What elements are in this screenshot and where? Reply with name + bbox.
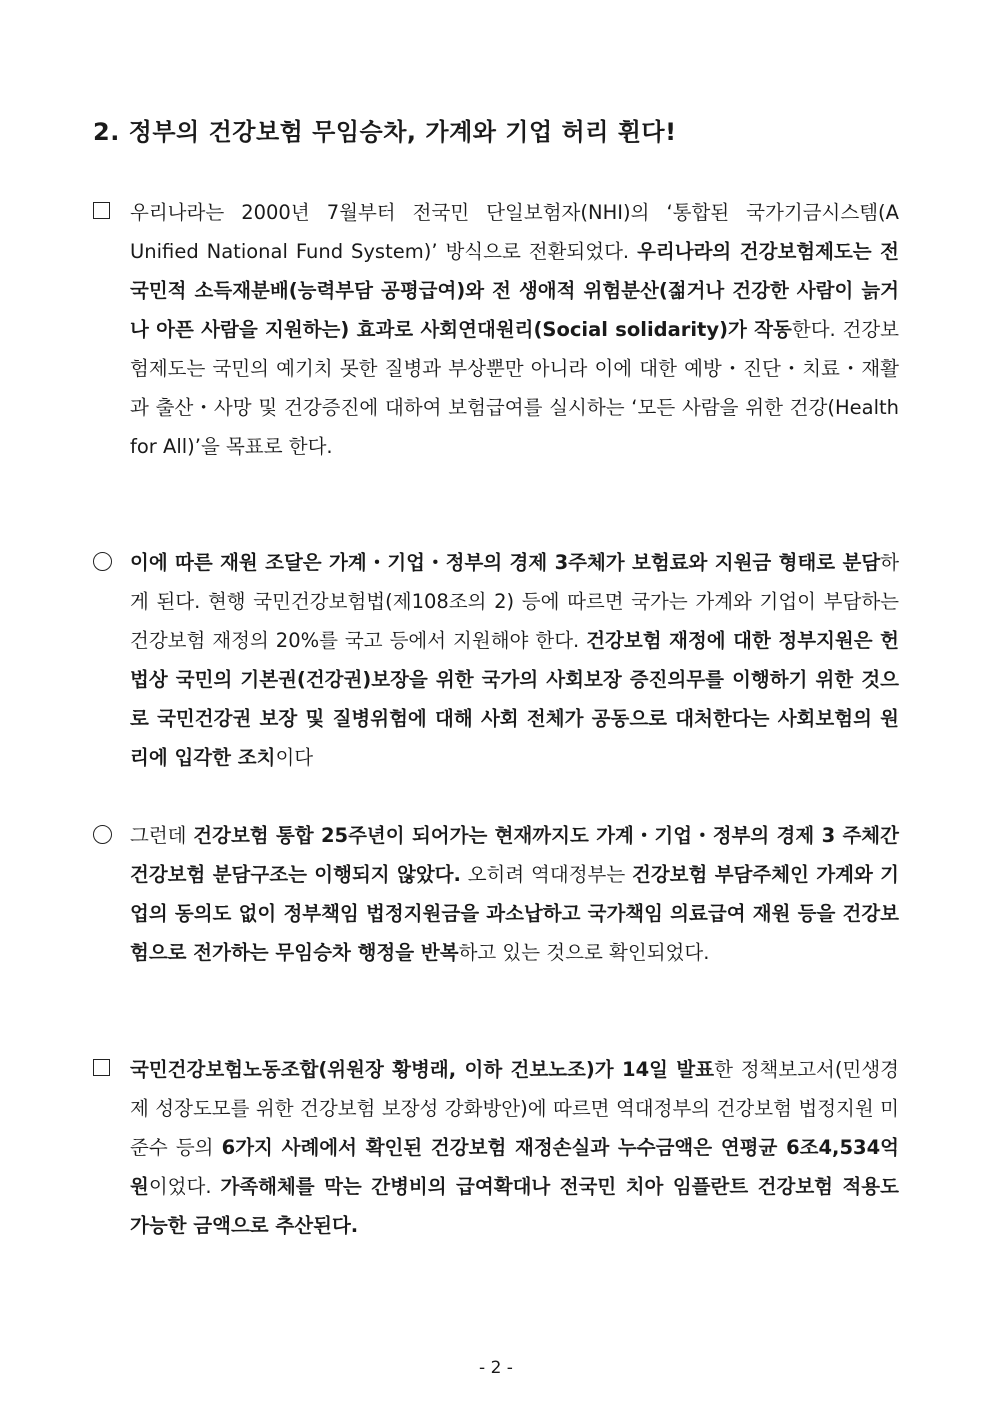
text-span: 이었다. [148,1175,221,1198]
circle-bullet-icon [93,543,123,584]
text-span: 하고 있는 것으로 확인되었다. [458,941,710,964]
bold-span: 이에 따른 재원 조달은 가계・기업・정부의 경제 3주체가 보험료와 지원금 형태로 분담 [130,551,881,574]
bold-span: 우리나라의 건강보험제도는 전 국민적 소득재분배(능력부담 공평급여)와 전 생애적 위험분산(젊거나 건강한 사람이 늙거나 아픈 사람을 지원하는) 효과로 사회연대원리(Social solidarity)가 작동 [130,240,899,341]
paragraph-1 [93,193,899,466]
text-span: 오히려 역대정부는 [460,863,632,886]
text-span: 그런데 [130,824,194,847]
paragraph-2-text [130,543,899,777]
text-span: 한 정책보고서(민생경제 성장도모를 위한 건강보험 보장성 강화방안)에 따르면 역대정부의 건강보험 법정지원 미준수 등의 [130,1058,899,1159]
square-bullet-icon [93,1050,123,1089]
paragraph-4 [93,1050,899,1245]
text-span: 하게 된다. 현행 국민건강보험법(제108조의 2) 등에 따르면 국가는 가계와 기업이 부담하는 건강보험 재정의 20%를 국고 등에서 지원해야 한다. [130,551,899,652]
text-span: 이다 [275,746,314,769]
paragraph-3 [93,816,899,972]
bold-span: 건강보험 재정에 대한 정부지원은 헌법상 국민의 기본권(건강권)보장을 위한 국가의 사회보장 증진의무를 이행하기 위한 것으로 국민건강권 보장 및 질병위험에 대해 사회 전체가 공동으로 대처한다는 사회보험의 원리에 입각한 조치 [130,629,899,769]
paragraph-1-text [130,193,899,466]
page-number: - 2 - [479,1358,513,1378]
paragraph-3-text [130,816,899,972]
bold-span: 국민건강보험노동조합(위원장 황병래, 이하 건보노조)가 14일 발표 [130,1058,715,1081]
paragraph-2 [93,543,899,777]
text-span: 한다. 건강보험제도는 국민의 예기치 못한 질병과 부상뿐만 아니라 이에 대한 예방・진단・치료・재활과 출산・사망 및 건강증진에 대하여 보험급여를 실시하는 ‘모든 사람을 위한 건강(Health for All)’을 목표로 한다. [130,318,899,458]
bold-span: 건강보험 통합 25주년이 되어가는 현재까지도 가계・기업・정부의 경제 3 주체간 건강보험 분담구조는 이행되지 않았다. [130,824,899,886]
circle-bullet-icon [93,816,123,857]
bold-span: 건강보험 부담주체인 가계와 기업의 동의도 없이 정부책임 법정지원금을 과소납하고 국가책임 의료급여 재원 등을 건강보험으로 전가하는 무임승차 행정을 반복 [130,863,900,964]
paragraph-4-text [130,1050,899,1245]
square-bullet-icon [93,193,123,232]
bold-span: 6가지 사례에서 확인된 건강보험 재정손실과 누수금액은 연평균 6조4,534억원 [130,1136,900,1198]
text-span: 우리나라는 2000년 7월부터 전국민 단일보험자(NHI)의 ‘통합된 국가기금시스템(A Unified National Fund System)’ 방식으로 전환되었다. [130,201,899,263]
section-title: 2. 정부의 건강보험 무임승차, 가계와 기업 허리 휜다! [93,118,677,146]
bold-span: 가족해체를 막는 간병비의 급여확대나 전국민 치아 임플란트 건강보험 적용도 가능한 금액으로 추산된다. [130,1175,899,1237]
